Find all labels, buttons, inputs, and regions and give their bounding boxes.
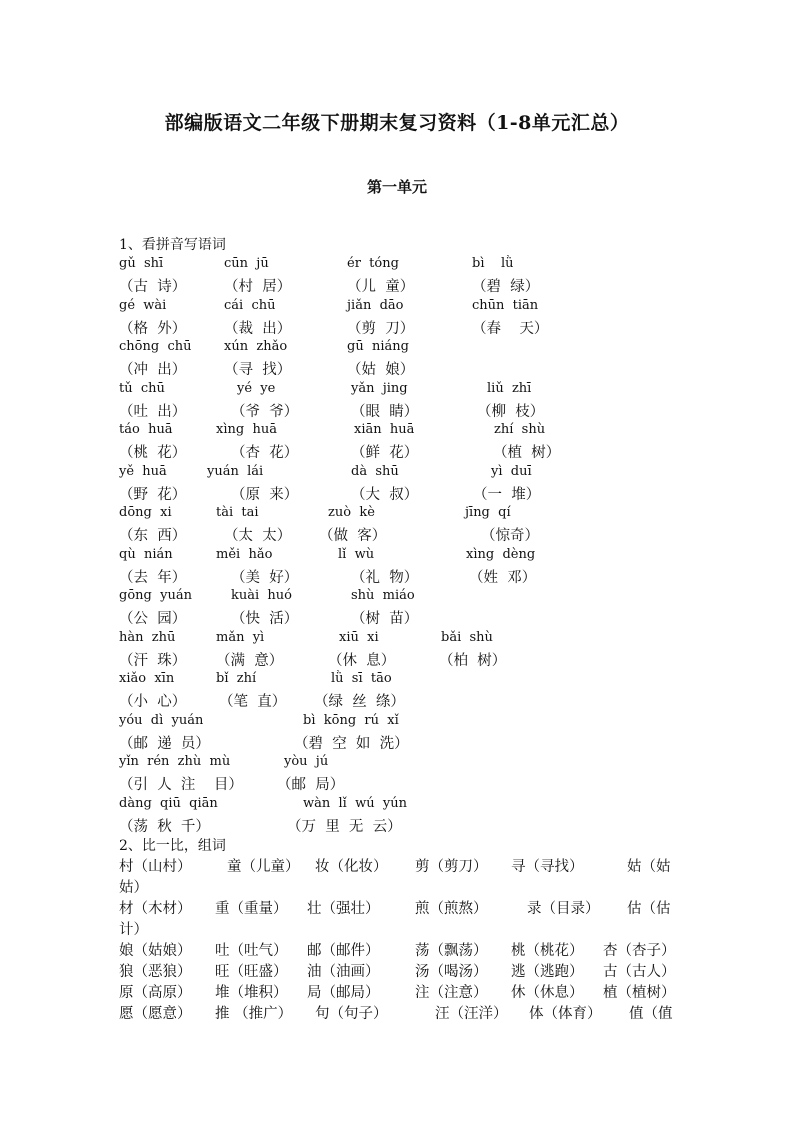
answer-word: （碧 空 如 洗）	[294, 735, 409, 752]
compare-word: 推 （推广）	[215, 1006, 293, 1022]
compare-word: 估（估	[627, 901, 671, 917]
pinyin-text: ér tóng	[347, 256, 399, 271]
answer-word: （公 园）	[119, 611, 187, 627]
answer-word: （植 树）	[493, 445, 561, 461]
answer-word: （小 心）	[119, 694, 187, 710]
compare-word: 逃（逃跑）	[511, 964, 584, 980]
answer-word: （太 太）	[224, 528, 292, 544]
compare-word: 荡（飘荡）	[415, 943, 488, 959]
compare-word: 村（山村）	[119, 859, 192, 875]
answer-word: （碧 绿）	[472, 279, 540, 295]
compare-word: 娘（姑娘）	[119, 943, 192, 959]
pinyin-text: yóu dì yuán	[119, 712, 204, 728]
compare-word: 重（重量）	[215, 901, 288, 917]
answer-word: （鲜 花）	[351, 445, 419, 461]
answer-word: （荡 秋 千）	[119, 818, 210, 835]
compare-word: 堆（堆积）	[215, 985, 288, 1001]
pinyin-text: yòu jú	[284, 754, 329, 769]
answer-word: （古 诗）	[119, 279, 187, 295]
pinyin-text: tài tai	[216, 505, 259, 520]
compare-word: 汪（汪洋）	[435, 1006, 508, 1022]
compare-word: 局（邮局）	[307, 985, 380, 1001]
pinyin-text: lǜ sī tāo	[331, 671, 392, 686]
pinyin-text: xìng dèng	[466, 546, 536, 562]
answer-word: （满 意）	[216, 652, 284, 669]
section-heading-pinyin: 1、看拼音写语词	[119, 237, 226, 253]
answer-word: （杏 花）	[231, 445, 299, 461]
answer-word: （眼 睛）	[351, 403, 419, 420]
answer-word: （休 息）	[328, 652, 396, 669]
answer-word: （野 花）	[119, 486, 187, 503]
unit-heading: 第一单元	[366, 178, 427, 196]
answer-word: （格 外）	[119, 320, 187, 337]
pinyin-text: bǎi shù	[441, 629, 493, 645]
pinyin-text: mǎn yì	[216, 629, 265, 645]
pinyin-text: bì kōng rú xǐ	[303, 712, 399, 728]
pinyin-text: shù miáo	[351, 588, 415, 603]
compare-word: 录（目录）	[527, 901, 600, 917]
answer-word: （大 叔）	[351, 486, 419, 503]
pinyin-text: měi hǎo	[216, 546, 273, 562]
pinyin-text: yuán lái	[207, 463, 264, 479]
pinyin-text: táo huā	[119, 422, 173, 437]
compare-word: 愿（愿意）	[119, 1006, 192, 1022]
pinyin-text: bǐ zhí	[216, 671, 257, 686]
pinyin-text: wàn lǐ wú yún	[303, 795, 407, 811]
compare-word: 油（油画）	[307, 964, 380, 980]
pinyin-text: tǔ chū	[119, 380, 165, 396]
answer-word: （绿 丝 绦）	[314, 694, 405, 710]
pinyin-text: jīng qí	[465, 505, 511, 520]
pinyin-text: liǔ zhī	[487, 380, 532, 396]
compare-word: 休（休息）	[511, 985, 584, 1001]
answer-word: （春 天）	[472, 320, 549, 337]
document-title: 部编版语文二年级下册期末复习资料（1-8单元汇总）	[164, 112, 630, 134]
pinyin-text: zhí shù	[494, 422, 546, 437]
compare-word: 值（值	[629, 1006, 673, 1022]
compare-word: 姑（姑	[627, 859, 671, 875]
pinyin-text: cūn jū	[224, 256, 269, 271]
answer-word: （剪 刀）	[347, 320, 415, 337]
pinyin-text: hàn zhū	[119, 629, 176, 645]
compare-word: 邮（邮件）	[307, 943, 380, 959]
pinyin-text: gū niáng	[347, 339, 409, 354]
answer-word: （笔 直）	[219, 694, 287, 710]
compare-word: 句（句子）	[315, 1006, 388, 1022]
pinyin-text: dà shū	[351, 463, 399, 479]
pinyin-text: chōng chū	[119, 339, 192, 354]
pinyin-text: xiū xi	[339, 629, 379, 645]
answer-word: （树 苗）	[351, 611, 419, 627]
answer-word: （一 堆）	[473, 486, 541, 503]
answer-word: （吐 出）	[119, 403, 187, 420]
answer-word: （冲 出）	[119, 362, 187, 378]
pinyin-text: gōng yuán	[119, 588, 192, 603]
pinyin-text: yǎn jing	[351, 380, 408, 396]
answer-word: （爷 爷）	[231, 403, 299, 420]
compare-word: 材（木材）	[119, 901, 192, 917]
answer-word: （村 居）	[224, 279, 292, 295]
answer-word: （快 活）	[231, 611, 299, 627]
compare-word: 童（儿童）	[227, 859, 300, 875]
pinyin-text: gǔ shī	[119, 256, 164, 271]
answer-word: （柳 枝）	[477, 403, 545, 420]
answer-word: （做 客）	[319, 528, 387, 544]
compare-word: 妆（化妆）	[315, 859, 388, 875]
answer-word: （姓 邓）	[469, 569, 537, 586]
compare-word: 计）	[119, 922, 148, 938]
pinyin-text: xiān huā	[354, 422, 415, 437]
compare-word: 寻（寻找）	[511, 859, 584, 875]
answer-word: （原 来）	[231, 486, 299, 503]
pinyin-text: yì duī	[491, 463, 532, 479]
compare-word: 旺（旺盛）	[215, 964, 288, 980]
pinyin-text: kuài huó	[231, 588, 292, 603]
compare-word: 姑）	[119, 880, 148, 896]
pinyin-text: dōng xi	[119, 505, 172, 520]
compare-word: 煎（煎熬）	[415, 901, 488, 917]
pinyin-text: xiǎo xīn	[119, 671, 175, 686]
answer-word: （汗 珠）	[119, 652, 187, 669]
answer-word: （姑 娘）	[347, 362, 415, 378]
compare-word: 杏（杏子）	[603, 943, 676, 959]
answer-word: （裁 出）	[224, 320, 292, 337]
answer-word: （桃 花）	[119, 445, 187, 461]
answer-word: （美 好）	[231, 569, 299, 586]
answer-word: （引 人 注 目）	[119, 777, 243, 793]
answer-word: （柏 树）	[439, 652, 507, 669]
pinyin-text: yě huā	[119, 463, 167, 479]
pinyin-text: xún zhǎo	[224, 339, 288, 354]
compare-word: 原（高原）	[119, 985, 192, 1001]
compare-word: 吐（吐气）	[215, 943, 288, 959]
compare-word: 狼（恶狼）	[119, 964, 192, 980]
compare-word: 桃（桃花）	[511, 943, 584, 959]
pinyin-text: dàng qiū qiān	[119, 795, 218, 811]
pinyin-text: zuò kè	[328, 505, 375, 520]
answer-word: （东 西）	[119, 528, 187, 544]
pinyin-text: lǐ wù	[338, 546, 375, 562]
pinyin-text: qù nián	[119, 546, 173, 562]
pinyin-text: yǐn rén zhù mù	[119, 754, 231, 769]
pinyin-text: xìng huā	[216, 422, 277, 437]
answer-word: （惊奇）	[481, 528, 539, 544]
compare-word: 剪（剪刀）	[415, 859, 488, 875]
answer-word: （礼 物）	[351, 569, 419, 586]
pinyin-text: jiǎn dāo	[347, 297, 404, 313]
pinyin-text: bì lǜ	[472, 256, 514, 271]
pinyin-text: gé wài	[119, 297, 167, 313]
answer-word: （儿 童）	[347, 279, 415, 295]
compare-word: 体（体育）	[529, 1006, 602, 1022]
answer-word: （寻 找）	[224, 362, 292, 378]
compare-word: 壮（强壮）	[307, 901, 380, 917]
pinyin-text: chūn tiān	[472, 297, 539, 313]
answer-word: （万 里 无 云）	[287, 818, 402, 835]
pinyin-text: yé ye	[237, 380, 276, 396]
answer-word: （邮 递 员）	[119, 735, 210, 752]
compare-word: 古（古人）	[603, 964, 676, 980]
answer-word: （邮 局）	[277, 777, 345, 793]
section-heading-compare: 2、比一比，组词	[119, 838, 226, 854]
compare-word: 植（植树）	[603, 985, 676, 1001]
compare-word: 注（注意）	[415, 985, 488, 1001]
pinyin-text: cái chū	[224, 297, 276, 313]
compare-word: 汤（喝汤）	[415, 964, 488, 980]
answer-word: （去 年）	[119, 569, 187, 586]
